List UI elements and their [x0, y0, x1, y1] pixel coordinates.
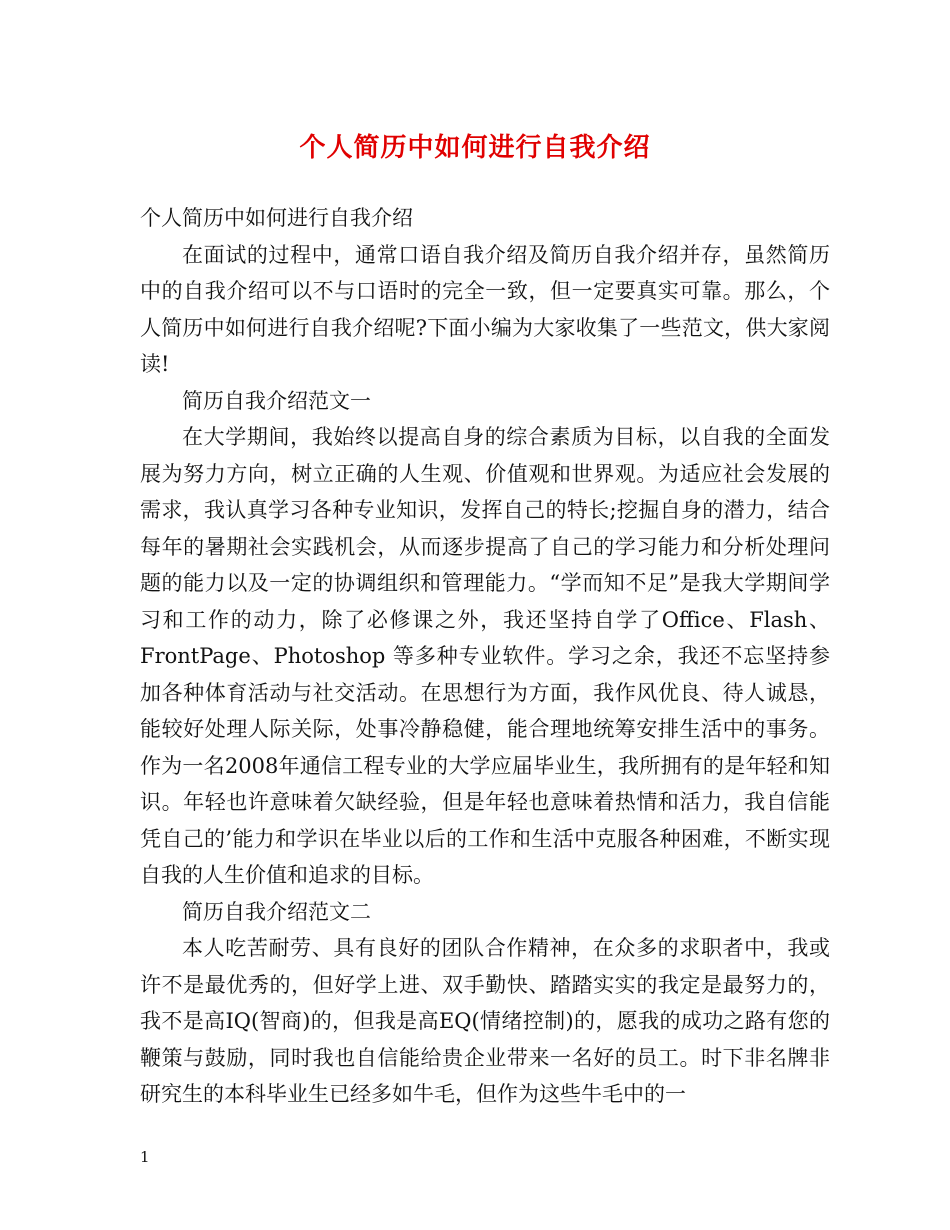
section-heading-2: 简历自我介绍范文二 [182, 899, 371, 924]
document-title: 个人简历中如何进行自我介绍 [299, 133, 651, 163]
sample-paragraph-2: 本人吃苦耐劳、具有良好的团队合作精神，在众多的求职者中，我或许不是最优秀的，但好学上进、双手勤快、踏踏实实的我定是最努力的，我不是高IQ(智商)的，但我是高EQ(情绪控制)的，愿我的成功之路有您的鞭策与鼓励，同时我也自信能给贵企业带来一名好的员工。时下非名牌非研究生的本科毕业生已经多如牛毛，但作为这些牛毛中的一 [140, 936, 830, 1106]
intro-paragraph: 在面试的过程中，通常口语自我介绍及简历自我介绍并存，虽然简历中的自我介绍可以不与口语时的完全一致，但一定要真实可靠。那么，个人简历中如何进行自我介绍呢?下面小编为大家收集了一些范文，供大家阅读! [140, 242, 830, 376]
sample-paragraph-1: 在大学期间，我始终以提高自身的综合素质为目标，以自我的全面发展为努力方向，树立正确的人生观、价值观和世界观。为适应社会发展的需求，我认真学习各种专业知识，发挥自己的特长;挖掘自身的潜力，结合每年的暑期社会实践机会，从而逐步提高了自己的学习能力和分析处理问题的能力以及一定的协调组织和管理能力。“学而知不足”是我大学期间学习和工作的动力，除了必修课之外，我还坚持自学了Office、Flash、FrontPage、Photoshop 等多种专业软件。学习之余，我还不忘坚持参加各种体育活动与社交活动。在思想行为方面，我作风优良、待人诚恳，能较好处理人际关际，处事冷静稳健，能合理地统筹安排生活中的事务。作为一名2008年通信工程专业的大学应届毕业生，我所拥有的是年轻和知识。年轻也许意味着欠缺经验，但是年轻也意味着热情和活力，我自信能凭自己的’能力和学识在毕业以后的工作和生活中克服各种困难，不断实现自我的人生价值和追求的目标。 [140, 425, 830, 887]
section-heading-1: 简历自我介绍范文一 [182, 388, 371, 413]
page-number: 1 [140, 1148, 150, 1166]
document-body [140, 200, 830, 1113]
subtitle-paragraph: 个人简历中如何进行自我介绍 [140, 206, 413, 230]
